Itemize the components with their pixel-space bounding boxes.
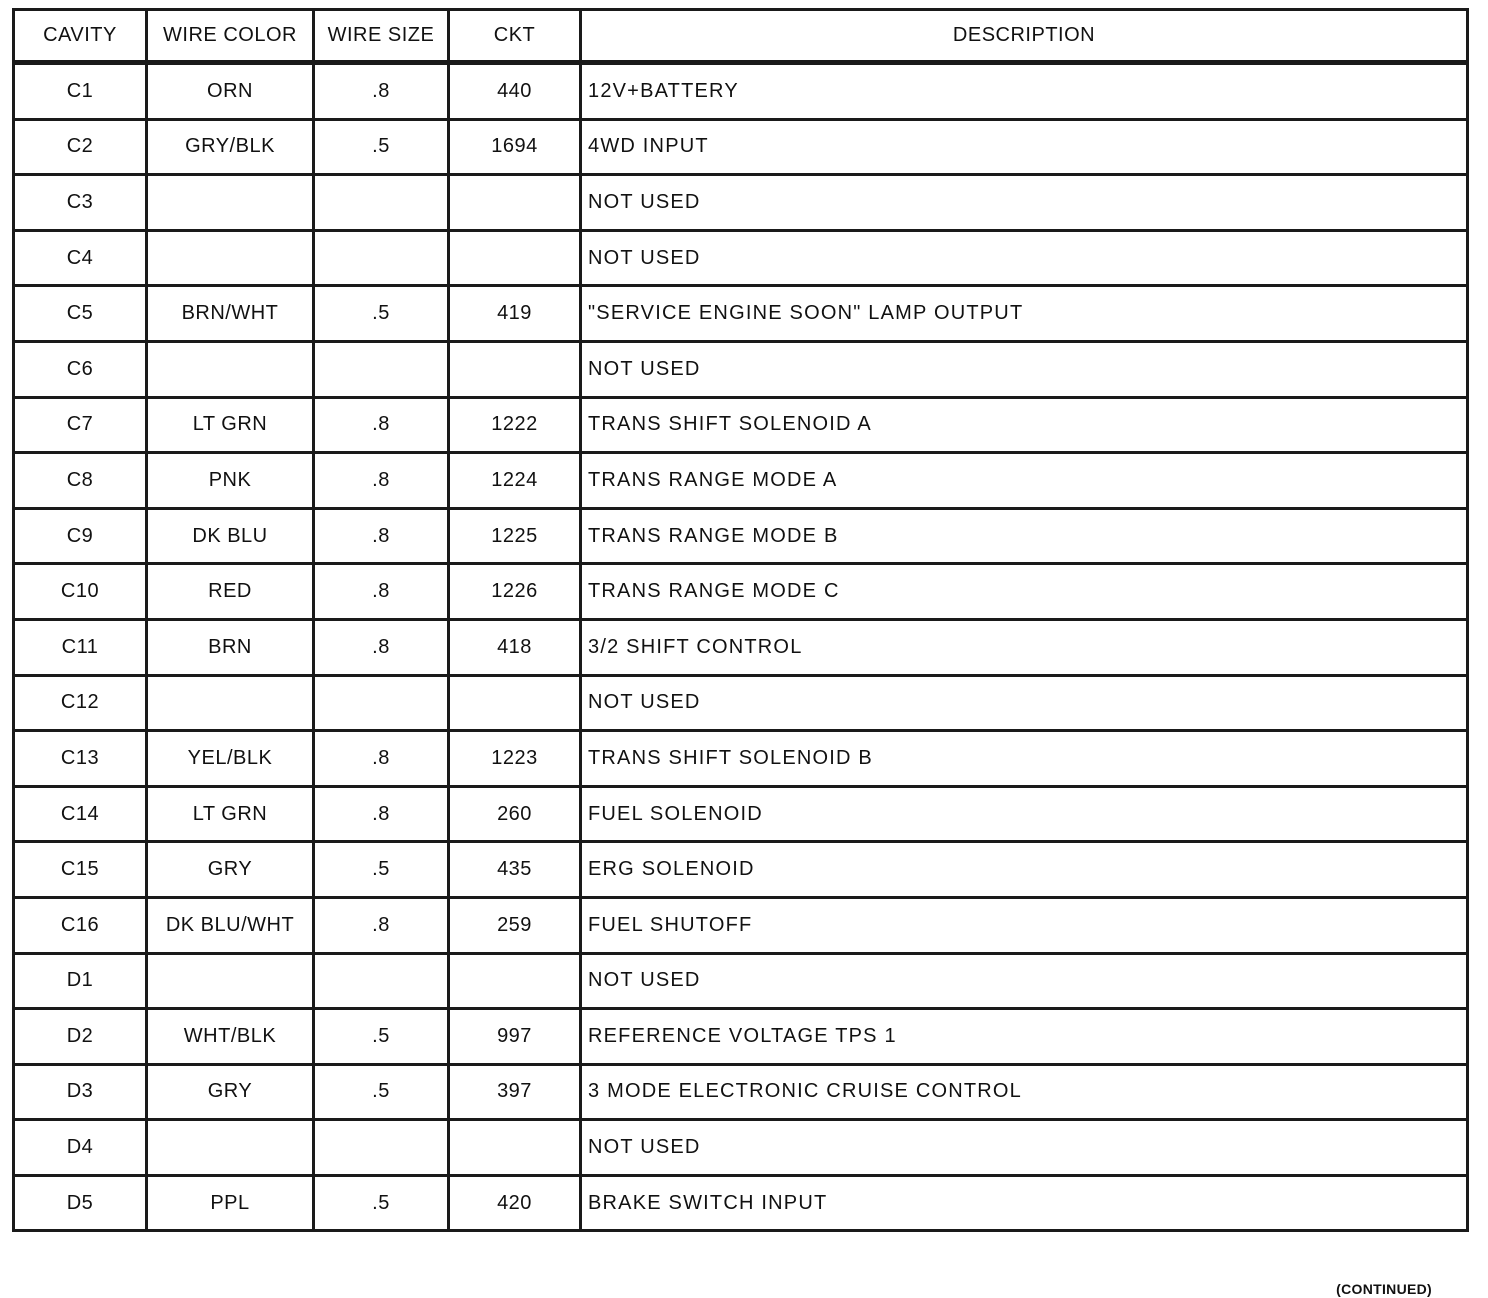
wire-color-cell: GRY — [147, 842, 314, 898]
cavity-cell: D2 — [14, 1009, 147, 1065]
wire-color-cell: PNK — [147, 453, 314, 509]
ckt-cell: 1226 — [449, 564, 581, 620]
description-cell: NOT USED — [581, 175, 1468, 231]
wire-color-cell: ORN — [147, 63, 314, 120]
table-row — [14, 175, 1468, 231]
wire-size-cell: .8 — [314, 786, 449, 842]
cavity-cell: C13 — [14, 731, 147, 787]
ckt-cell: 1222 — [449, 397, 581, 453]
wire-color-cell: DK BLU/WHT — [147, 897, 314, 953]
ckt-cell: 1223 — [449, 731, 581, 787]
header-description: DESCRIPTION — [581, 10, 1468, 63]
wire-size-cell: .5 — [314, 842, 449, 898]
ckt-cell: 418 — [449, 619, 581, 675]
wire-color-cell: LT GRN — [147, 397, 314, 453]
wire-size-cell: .8 — [314, 897, 449, 953]
ckt-cell — [449, 175, 581, 231]
wire-size-cell: .5 — [314, 1175, 449, 1231]
cavity-cell: C11 — [14, 619, 147, 675]
table-row — [14, 397, 1468, 453]
cavity-cell: C6 — [14, 341, 147, 397]
wire-size-cell — [314, 175, 449, 231]
cavity-cell: C7 — [14, 397, 147, 453]
wire-color-cell: WHT/BLK — [147, 1009, 314, 1065]
description-cell: 12V+BATTERY — [581, 63, 1468, 120]
wire-color-cell: PPL — [147, 1175, 314, 1231]
wire-color-cell — [147, 230, 314, 286]
cavity-cell: C2 — [14, 119, 147, 175]
description-cell: TRANS RANGE MODE C — [581, 564, 1468, 620]
description-cell: 3 MODE ELECTRONIC CRUISE CONTROL — [581, 1064, 1468, 1120]
description-cell: TRANS RANGE MODE B — [581, 508, 1468, 564]
wire-size-cell — [314, 1120, 449, 1176]
description-cell: 3/2 SHIFT CONTROL — [581, 619, 1468, 675]
pinout-table — [12, 8, 1469, 1232]
cavity-cell: D5 — [14, 1175, 147, 1231]
wire-size-cell — [314, 675, 449, 731]
connector-pinout-sheet — [12, 8, 1466, 1297]
ckt-cell: 1225 — [449, 508, 581, 564]
wire-color-cell — [147, 675, 314, 731]
ckt-cell: 1224 — [449, 453, 581, 509]
wire-color-cell — [147, 175, 314, 231]
description-cell: 4WD INPUT — [581, 119, 1468, 175]
table-row — [14, 619, 1468, 675]
description-cell: NOT USED — [581, 953, 1468, 1009]
wire-color-cell — [147, 953, 314, 1009]
ckt-cell: 435 — [449, 842, 581, 898]
table-row — [14, 1120, 1468, 1176]
header-ckt: CKT — [449, 10, 581, 63]
table-row — [14, 453, 1468, 509]
cavity-cell: C1 — [14, 63, 147, 120]
table-row — [14, 286, 1468, 342]
cavity-cell: C3 — [14, 175, 147, 231]
ckt-cell: 419 — [449, 286, 581, 342]
wire-size-cell — [314, 953, 449, 1009]
cavity-cell: C15 — [14, 842, 147, 898]
cavity-cell: D4 — [14, 1120, 147, 1176]
table-row — [14, 786, 1468, 842]
wire-color-cell: BRN — [147, 619, 314, 675]
description-cell: "SERVICE ENGINE SOON" LAMP OUTPUT — [581, 286, 1468, 342]
ckt-cell — [449, 1120, 581, 1176]
cavity-cell: C14 — [14, 786, 147, 842]
wire-size-cell: .8 — [314, 731, 449, 787]
cavity-cell: C8 — [14, 453, 147, 509]
cavity-cell: C4 — [14, 230, 147, 286]
description-cell: REFERENCE VOLTAGE TPS 1 — [581, 1009, 1468, 1065]
table-row — [14, 675, 1468, 731]
wire-color-cell — [147, 1120, 314, 1176]
wire-size-cell — [314, 341, 449, 397]
description-cell: TRANS RANGE MODE A — [581, 453, 1468, 509]
table-row — [14, 842, 1468, 898]
description-cell: NOT USED — [581, 1120, 1468, 1176]
table-row — [14, 1064, 1468, 1120]
wire-color-cell: GRY — [147, 1064, 314, 1120]
wire-size-cell: .5 — [314, 119, 449, 175]
table-row — [14, 508, 1468, 564]
table-row — [14, 731, 1468, 787]
ckt-cell: 997 — [449, 1009, 581, 1065]
wire-size-cell: .8 — [314, 63, 449, 120]
ckt-cell — [449, 230, 581, 286]
cavity-cell: D3 — [14, 1064, 147, 1120]
wire-size-cell: .8 — [314, 619, 449, 675]
table-row — [14, 953, 1468, 1009]
wire-color-cell — [147, 341, 314, 397]
ckt-cell: 420 — [449, 1175, 581, 1231]
wire-color-cell: LT GRN — [147, 786, 314, 842]
wire-size-cell: .8 — [314, 397, 449, 453]
description-cell: NOT USED — [581, 675, 1468, 731]
description-cell: FUEL SOLENOID — [581, 786, 1468, 842]
continued-note: (CONTINUED) — [1336, 1281, 1432, 1297]
wire-color-cell: GRY/BLK — [147, 119, 314, 175]
wire-size-cell: .8 — [314, 453, 449, 509]
table-row — [14, 119, 1468, 175]
cavity-cell: C16 — [14, 897, 147, 953]
header-wire-color: WIRE COLOR — [147, 10, 314, 63]
table-row — [14, 1175, 1468, 1231]
ckt-cell: 1694 — [449, 119, 581, 175]
table-row — [14, 564, 1468, 620]
wire-size-cell — [314, 230, 449, 286]
pinout-rows — [14, 63, 1468, 1231]
description-cell: NOT USED — [581, 341, 1468, 397]
table-row — [14, 1009, 1468, 1065]
ckt-cell: 440 — [449, 63, 581, 120]
ckt-cell — [449, 953, 581, 1009]
ckt-cell: 259 — [449, 897, 581, 953]
description-cell: TRANS SHIFT SOLENOID B — [581, 731, 1468, 787]
wire-color-cell: BRN/WHT — [147, 286, 314, 342]
wire-size-cell: .5 — [314, 1064, 449, 1120]
cavity-cell: D1 — [14, 953, 147, 1009]
ckt-cell — [449, 341, 581, 397]
ckt-cell: 397 — [449, 1064, 581, 1120]
cavity-cell: C5 — [14, 286, 147, 342]
header-row — [14, 10, 1468, 63]
wire-size-cell: .8 — [314, 564, 449, 620]
description-cell: NOT USED — [581, 230, 1468, 286]
table-row — [14, 897, 1468, 953]
wire-size-cell: .5 — [314, 286, 449, 342]
wire-color-cell: YEL/BLK — [147, 731, 314, 787]
wire-color-cell: RED — [147, 564, 314, 620]
header-wire-size: WIRE SIZE — [314, 10, 449, 63]
table-row — [14, 341, 1468, 397]
header-cavity: CAVITY — [14, 10, 147, 63]
cavity-cell: C12 — [14, 675, 147, 731]
ckt-cell: 260 — [449, 786, 581, 842]
description-cell: FUEL SHUTOFF — [581, 897, 1468, 953]
table-row — [14, 63, 1468, 120]
wire-color-cell: DK BLU — [147, 508, 314, 564]
description-cell: ERG SOLENOID — [581, 842, 1468, 898]
cavity-cell: C10 — [14, 564, 147, 620]
table-row — [14, 230, 1468, 286]
wire-size-cell: .8 — [314, 508, 449, 564]
wire-size-cell: .5 — [314, 1009, 449, 1065]
description-cell: TRANS SHIFT SOLENOID A — [581, 397, 1468, 453]
description-cell: BRAKE SWITCH INPUT — [581, 1175, 1468, 1231]
ckt-cell — [449, 675, 581, 731]
cavity-cell: C9 — [14, 508, 147, 564]
